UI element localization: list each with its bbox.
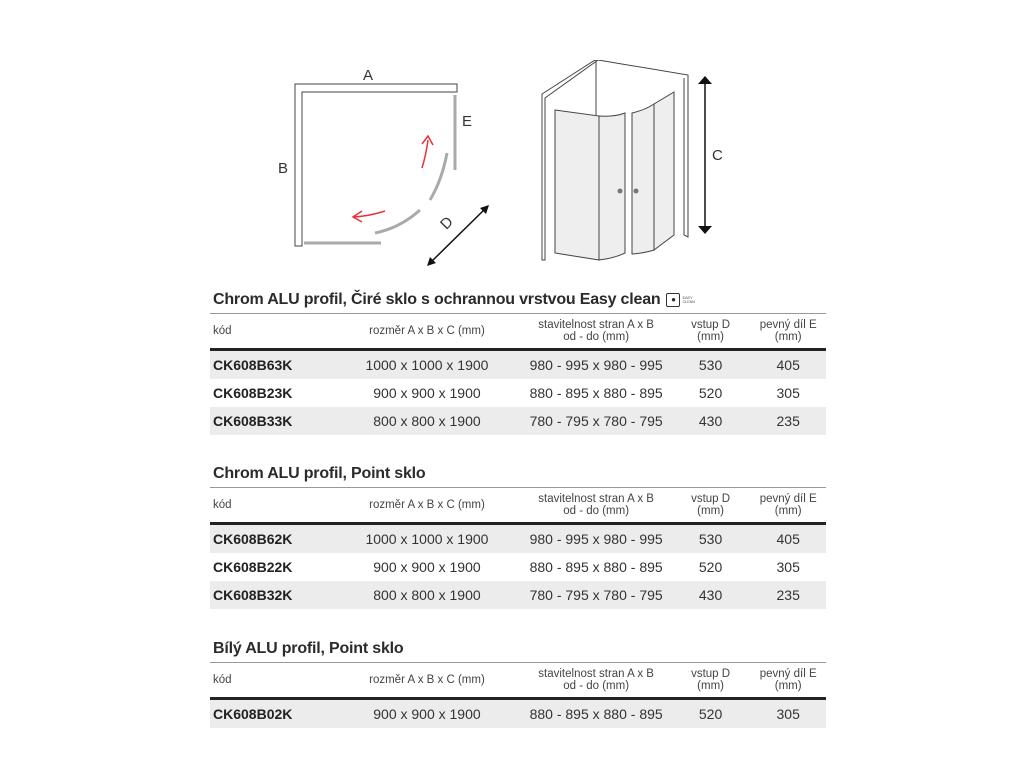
col-adjust: stavitelnost stran A x B od - do (mm) xyxy=(538,493,654,517)
cell-adjust: 780 - 795 x 780 - 795 xyxy=(529,413,663,429)
col-adjust: stavitelnost stran A x B od - do (mm) xyxy=(538,668,654,692)
easy-clean-line1: EASY xyxy=(682,295,693,300)
cell-size: 900 x 900 x 1900 xyxy=(373,706,481,722)
section-title: Chrom ALU profil, Čiré sklo s ochrannou vrstvou Easy clean xyxy=(213,291,661,308)
section-chrom-point xyxy=(210,463,826,609)
cell-adjust: 880 - 895 x 880 - 895 xyxy=(529,559,663,575)
cell-entry: 520 xyxy=(698,385,723,401)
table-row xyxy=(210,581,826,609)
table-row xyxy=(210,525,826,553)
table-row xyxy=(210,379,826,407)
col-entry: vstup D (mm) xyxy=(691,493,731,517)
cell-adjust: 780 - 795 x 780 - 795 xyxy=(529,587,663,603)
3d-view xyxy=(542,60,723,260)
cell-entry: 530 xyxy=(698,357,723,373)
section-white-point xyxy=(210,638,826,728)
cell-adjust: 880 - 895 x 880 - 895 xyxy=(529,385,663,401)
cell-size: 800 x 800 x 1900 xyxy=(373,413,481,429)
cell-code: CK608B33K xyxy=(213,413,293,429)
col-code: kód xyxy=(213,325,232,337)
floor-plan xyxy=(278,67,489,266)
table-row xyxy=(210,351,826,379)
cell-size: 900 x 900 x 1900 xyxy=(373,559,481,575)
cell-adjust: 880 - 895 x 880 - 895 xyxy=(529,706,663,722)
cell-size: 900 x 900 x 1900 xyxy=(373,385,481,401)
section-title: Chrom ALU profil, Point sklo xyxy=(213,465,426,482)
cell-fixed: 305 xyxy=(776,706,800,722)
cell-adjust: 980 - 995 x 980 - 995 xyxy=(529,357,663,373)
label-b: B xyxy=(278,160,289,177)
table-row xyxy=(210,553,826,581)
col-size: rozměr A x B x C (mm) xyxy=(369,674,485,686)
easy-clean-badge xyxy=(666,293,694,307)
col-entry: vstup D (mm) xyxy=(691,668,731,692)
col-code: kód xyxy=(213,674,232,686)
col-fixed: pevný díl E (mm) xyxy=(759,668,817,692)
shower-enclosure-diagram xyxy=(270,60,730,280)
col-adjust: stavitelnost stran A x B od - do (mm) xyxy=(538,319,654,343)
cell-size: 1000 x 1000 x 1900 xyxy=(365,357,489,373)
col-size: rozměr A x B x C (mm) xyxy=(369,499,485,511)
cell-code: CK608B02K xyxy=(213,706,293,722)
table-header xyxy=(210,662,826,700)
table-row xyxy=(210,700,826,728)
section-chrom-easy-clean xyxy=(210,289,826,435)
cell-size: 1000 x 1000 x 1900 xyxy=(365,531,489,547)
cell-code: CK608B62K xyxy=(213,531,293,547)
cell-fixed: 235 xyxy=(776,413,800,429)
table-header xyxy=(210,313,826,351)
cell-fixed: 235 xyxy=(776,587,800,603)
label-d: D xyxy=(437,213,457,234)
cell-entry: 530 xyxy=(698,531,723,547)
table-header xyxy=(210,487,826,525)
label-a: A xyxy=(362,67,374,84)
cell-entry: 430 xyxy=(698,587,723,603)
easy-clean-line2: CLEAN xyxy=(682,299,695,304)
table-row xyxy=(210,407,826,435)
cell-fixed: 305 xyxy=(776,559,800,575)
drop-icon: ● xyxy=(666,293,680,307)
cell-code: CK608B23K xyxy=(213,385,293,401)
label-c: C xyxy=(712,147,723,164)
cell-entry: 520 xyxy=(698,706,723,722)
cell-code: CK608B22K xyxy=(213,559,293,575)
col-fixed: pevný díl E (mm) xyxy=(759,493,817,517)
col-fixed: pevný díl E (mm) xyxy=(759,319,817,343)
section-title: Bílý ALU profil, Point sklo xyxy=(213,640,404,657)
col-size: rozměr A x B x C (mm) xyxy=(369,325,485,337)
col-code: kód xyxy=(213,499,232,511)
cell-fixed: 405 xyxy=(776,531,800,547)
label-e: E xyxy=(462,113,473,130)
col-entry: vstup D (mm) xyxy=(691,319,731,343)
cell-size: 800 x 800 x 1900 xyxy=(373,587,481,603)
cell-code: CK608B63K xyxy=(213,357,293,373)
cell-code: CK608B32K xyxy=(213,587,293,603)
cell-adjust: 980 - 995 x 980 - 995 xyxy=(529,531,663,547)
cell-fixed: 305 xyxy=(776,385,800,401)
cell-fixed: 405 xyxy=(776,357,800,373)
cell-entry: 430 xyxy=(698,413,723,429)
cell-entry: 520 xyxy=(698,559,723,575)
